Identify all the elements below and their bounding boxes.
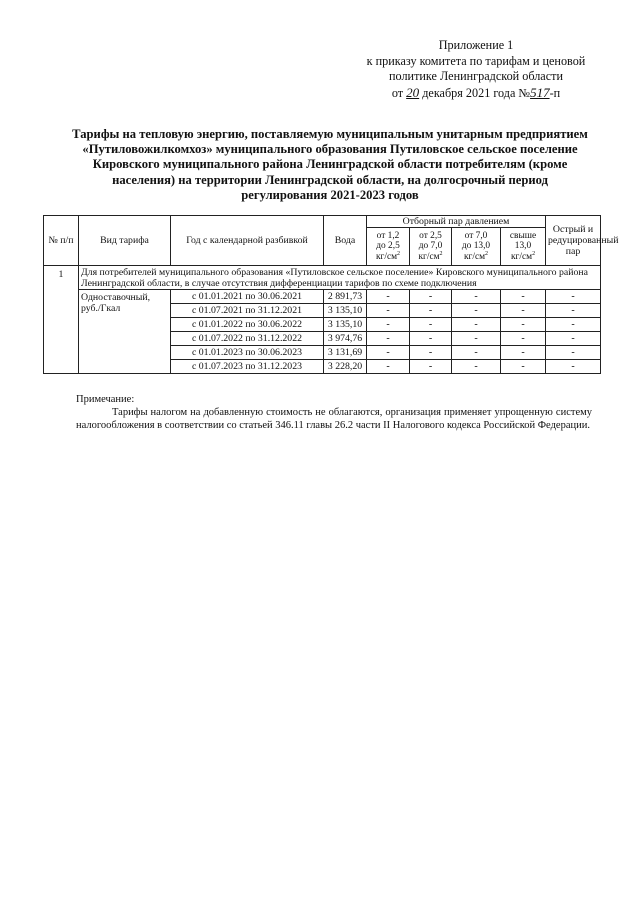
period-cell: с 01.07.2022 по 31.12.2022 (171, 332, 324, 346)
tariff-table (43, 215, 619, 374)
dash-cell: - (367, 304, 410, 318)
document-title (40, 127, 620, 203)
title-line-2: «Путиловожилкомхоз» муниципального образования Путиловское сельское поселение (82, 142, 578, 157)
note-text: Тарифы налогом на добавленную стоимость не облагаются, организация применяет упрощенную систему налогообложения в соответствии со статьей 346.11 главы 26.2 части II Налогового кодекса Российской Федерации. (76, 407, 592, 431)
dash-cell: - (410, 332, 452, 346)
title-line-4: населения) на территории Ленинградской области, на долгосрочный период (112, 172, 548, 187)
dash-cell: - (546, 346, 601, 360)
appendix-line-2: к приказу комитета по тарифам и ценовой (366, 53, 586, 68)
dash-cell: - (452, 304, 501, 318)
header-steam-3: от 7,0 до 13,0 $кг/см^2$ (452, 228, 501, 266)
header-sharp-steam: Острый и редуцированный пар (546, 216, 601, 266)
header-steam-group: Отборный пар давлением (367, 216, 546, 228)
period-cell: с 01.01.2022 по 30.06.2022 (171, 318, 324, 332)
dash-cell: - (546, 318, 601, 332)
water-value: 3 135,10 (324, 318, 367, 332)
dash-cell: - (501, 360, 546, 374)
dash-cell: - (410, 304, 452, 318)
water-value: 2 891,73 (324, 290, 367, 304)
dash-cell: - (452, 318, 501, 332)
dash-cell: - (410, 290, 452, 304)
date-prefix: от (391, 85, 404, 100)
consumer-group-description: Для потребителей муниципального образования «Путиловское сельское поселение» Кировского муниципального района Ленинградской области, в случае отсутствия дифференциации тарифов по схеме подключения (79, 266, 601, 290)
title-line-3: Кировского муниципального района Ленинградской области потребителям (кроме (92, 157, 568, 172)
period-cell: с 01.01.2021 по 30.06.2021 (171, 290, 324, 304)
dash-cell: - (501, 318, 546, 332)
dash-cell: - (452, 360, 501, 374)
dash-cell: - (546, 304, 601, 318)
dash-cell: - (546, 360, 601, 374)
water-value: 3 135,10 (324, 304, 367, 318)
dash-cell: - (452, 332, 501, 346)
header-period: Год с календарной разбивкой (171, 216, 324, 266)
header-num: № п/п (44, 216, 79, 266)
row-number: 1 (44, 266, 79, 374)
dash-cell: - (410, 346, 452, 360)
period-cell: с 01.01.2023 по 30.06.2023 (171, 346, 324, 360)
date-day: 20 (406, 84, 420, 100)
appendix-date-line (330, 85, 622, 102)
header-tariff-type: Вид тарифа (79, 216, 171, 266)
title-line-1: Тарифы на тепловую энергию, поставляемую муниципальным унитарным предприятием (72, 127, 588, 141)
dash-cell: - (367, 346, 410, 360)
dash-cell: - (452, 346, 501, 360)
period-cell: с 01.07.2023 по 31.12.2023 (171, 360, 324, 374)
dash-cell: - (501, 304, 546, 318)
dash-cell: - (410, 360, 452, 374)
dash-cell: - (367, 318, 410, 332)
date-suffix: -п (549, 85, 561, 100)
dash-cell: - (501, 332, 546, 346)
date-middle: декабря 2021 года № (422, 85, 531, 100)
dash-cell: - (546, 332, 601, 346)
water-value: 3 228,20 (324, 360, 367, 374)
header-steam-2: от 2,5 до 7,0 $кг/см^2$ (410, 228, 452, 266)
water-value: 3 974,76 (324, 332, 367, 346)
dash-cell: - (367, 332, 410, 346)
header-steam-4: свыше 13,0 $кг/см^2$ (501, 228, 546, 266)
order-number: 517 (530, 84, 550, 100)
header-steam-1: от 1,2 до 2,5 $кг/см^2$ (367, 228, 410, 266)
dash-cell: - (501, 290, 546, 304)
dash-cell: - (367, 290, 410, 304)
dash-cell: - (452, 290, 501, 304)
appendix-line-1: Приложение 1 (438, 38, 514, 52)
dash-cell: - (501, 346, 546, 360)
title-line-5: регулирования 2021-2023 годов (241, 187, 419, 202)
period-cell: с 01.07.2021 по 31.12.2021 (171, 304, 324, 318)
dash-cell: - (546, 290, 601, 304)
appendix-header (330, 38, 622, 101)
note-heading: Примечание: (76, 394, 135, 405)
water-value: 3 131,69 (324, 346, 367, 360)
tariff-type-label: Одноставочный, руб./Гкал (79, 290, 171, 374)
dash-cell: - (410, 318, 452, 332)
dash-cell: - (367, 360, 410, 374)
header-water: Вода (324, 216, 367, 266)
appendix-line-3: политике Ленинградской области (389, 69, 563, 83)
table-row (44, 290, 601, 304)
